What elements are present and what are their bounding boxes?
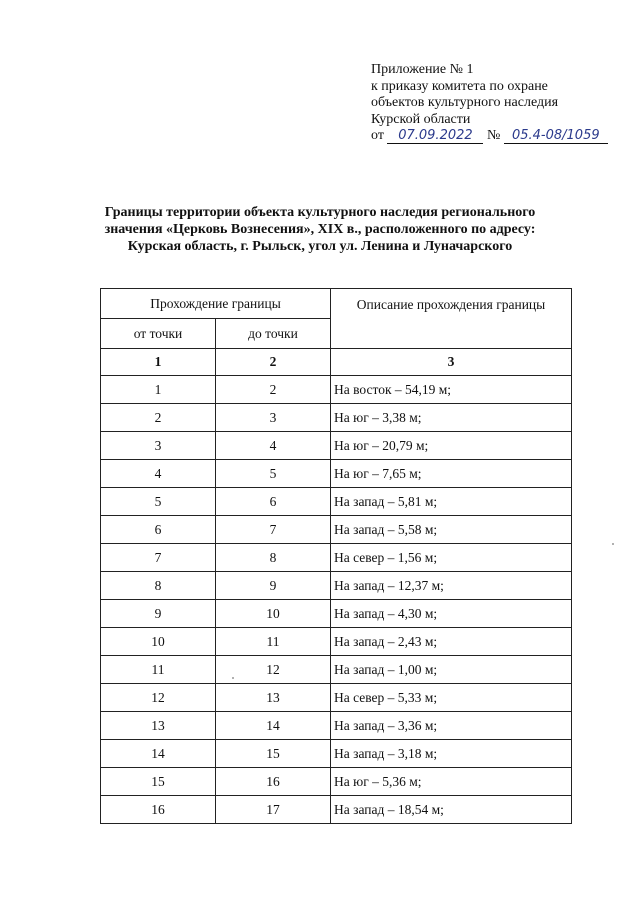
scan-speck: [232, 677, 234, 679]
from-point-cell: 16: [101, 796, 216, 824]
table-row: [101, 740, 572, 768]
from-point-cell: 5: [101, 488, 216, 516]
to-point-cell: 17: [216, 796, 331, 824]
column-number: 3: [331, 349, 572, 376]
to-point-cell: 10: [216, 600, 331, 628]
to-point-cell: 5: [216, 460, 331, 488]
description-cell: На запад – 18,54 м;: [331, 796, 572, 824]
table-row: [101, 572, 572, 600]
description-cell: На юг – 5,36 м;: [331, 768, 572, 796]
description-cell: На запад – 3,18 м;: [331, 740, 572, 768]
description-cell: На запад – 3,36 м;: [331, 712, 572, 740]
table-row: [101, 796, 572, 824]
to-point-cell: 12: [216, 656, 331, 684]
appendix-region-line: Курской области: [371, 111, 471, 127]
description-cell: На запад – 4,30 м;: [331, 600, 572, 628]
from-point-cell: 13: [101, 712, 216, 740]
appendix-committee-line: объектов культурного наследия: [371, 95, 559, 110]
description-cell: На восток – 54,19 м;: [331, 376, 572, 404]
table-row: [101, 460, 572, 488]
description-cell: На юг – 3,38 м;: [331, 404, 572, 432]
from-point-cell: 3: [101, 432, 216, 460]
description-cell: На север – 1,56 м;: [331, 544, 572, 572]
order-number-handwritten: 05.4-08/1059: [504, 129, 608, 144]
description-cell: На запад – 2,43 м;: [331, 628, 572, 656]
header-from-point: от точки: [101, 319, 216, 349]
to-point-cell: 3: [216, 404, 331, 432]
from-point-cell: 14: [101, 740, 216, 768]
from-point-cell: 7: [101, 544, 216, 572]
table-row: [101, 628, 572, 656]
table-row: [101, 404, 572, 432]
number-label: №: [486, 128, 501, 143]
header-boundary-passage: Прохождение границы: [101, 289, 331, 319]
from-point-cell: 11: [101, 656, 216, 684]
to-point-cell: 4: [216, 432, 331, 460]
appendix-title: Приложение № 1: [371, 62, 474, 77]
appendix-block: [371, 62, 608, 145]
column-number: 2: [216, 349, 331, 376]
table-row: [101, 516, 572, 544]
table-row: [101, 600, 572, 628]
table-row: [101, 376, 572, 404]
to-point-cell: 13: [216, 684, 331, 712]
boundary-table: [100, 288, 572, 824]
to-point-cell: 6: [216, 488, 331, 516]
from-point-cell: 15: [101, 768, 216, 796]
to-point-cell: 9: [216, 572, 331, 600]
document-title: [60, 204, 580, 255]
to-point-cell: 2: [216, 376, 331, 404]
table-row: [101, 544, 572, 572]
description-cell: На запад – 5,81 м;: [331, 488, 572, 516]
from-point-cell: 10: [101, 628, 216, 656]
to-point-cell: 14: [216, 712, 331, 740]
description-cell: На север – 5,33 м;: [331, 684, 572, 712]
scan-speck: [612, 543, 614, 545]
description-cell: На юг – 7,65 м;: [331, 460, 572, 488]
title-line-2: значения «Церковь Вознесения», XIX в., расположенного по адресу:: [104, 222, 536, 237]
order-date-handwritten: 07.09.2022: [387, 129, 483, 144]
from-point-cell: 8: [101, 572, 216, 600]
appendix-order-line: к приказу комитета по охране: [371, 78, 548, 94]
to-point-cell: 8: [216, 544, 331, 572]
description-cell: На запад – 5,58 м;: [331, 516, 572, 544]
title-line-3: Курская область, г. Рыльск, угол ул. Ленина и Луначарского: [127, 239, 513, 254]
table-row: [101, 432, 572, 460]
column-number-row: [101, 349, 572, 376]
column-number: 1: [101, 349, 216, 376]
description-cell: На запад – 1,00 м;: [331, 656, 572, 684]
table-row: [101, 712, 572, 740]
to-point-cell: 7: [216, 516, 331, 544]
description-cell: На запад – 12,37 м;: [331, 572, 572, 600]
to-point-cell: 11: [216, 628, 331, 656]
description-cell: На юг – 20,79 м;: [331, 432, 572, 460]
from-point-cell: 2: [101, 404, 216, 432]
table-header-row: [101, 289, 572, 319]
header-boundary-description: Описание прохождения границы: [331, 289, 572, 349]
table-row: [101, 684, 572, 712]
to-point-cell: 16: [216, 768, 331, 796]
table-row: [101, 488, 572, 516]
table-body: [101, 349, 572, 824]
title-line-1: Границы территории объекта культурного наследия регионального: [104, 205, 536, 220]
header-to-point: до точки: [216, 319, 331, 349]
from-point-cell: 1: [101, 376, 216, 404]
from-label: от: [371, 128, 384, 143]
table-row: [101, 768, 572, 796]
table-row: [101, 656, 572, 684]
from-point-cell: 9: [101, 600, 216, 628]
from-point-cell: 12: [101, 684, 216, 712]
to-point-cell: 15: [216, 740, 331, 768]
from-point-cell: 6: [101, 516, 216, 544]
appendix-date-number-line: [371, 128, 608, 145]
from-point-cell: 4: [101, 460, 216, 488]
